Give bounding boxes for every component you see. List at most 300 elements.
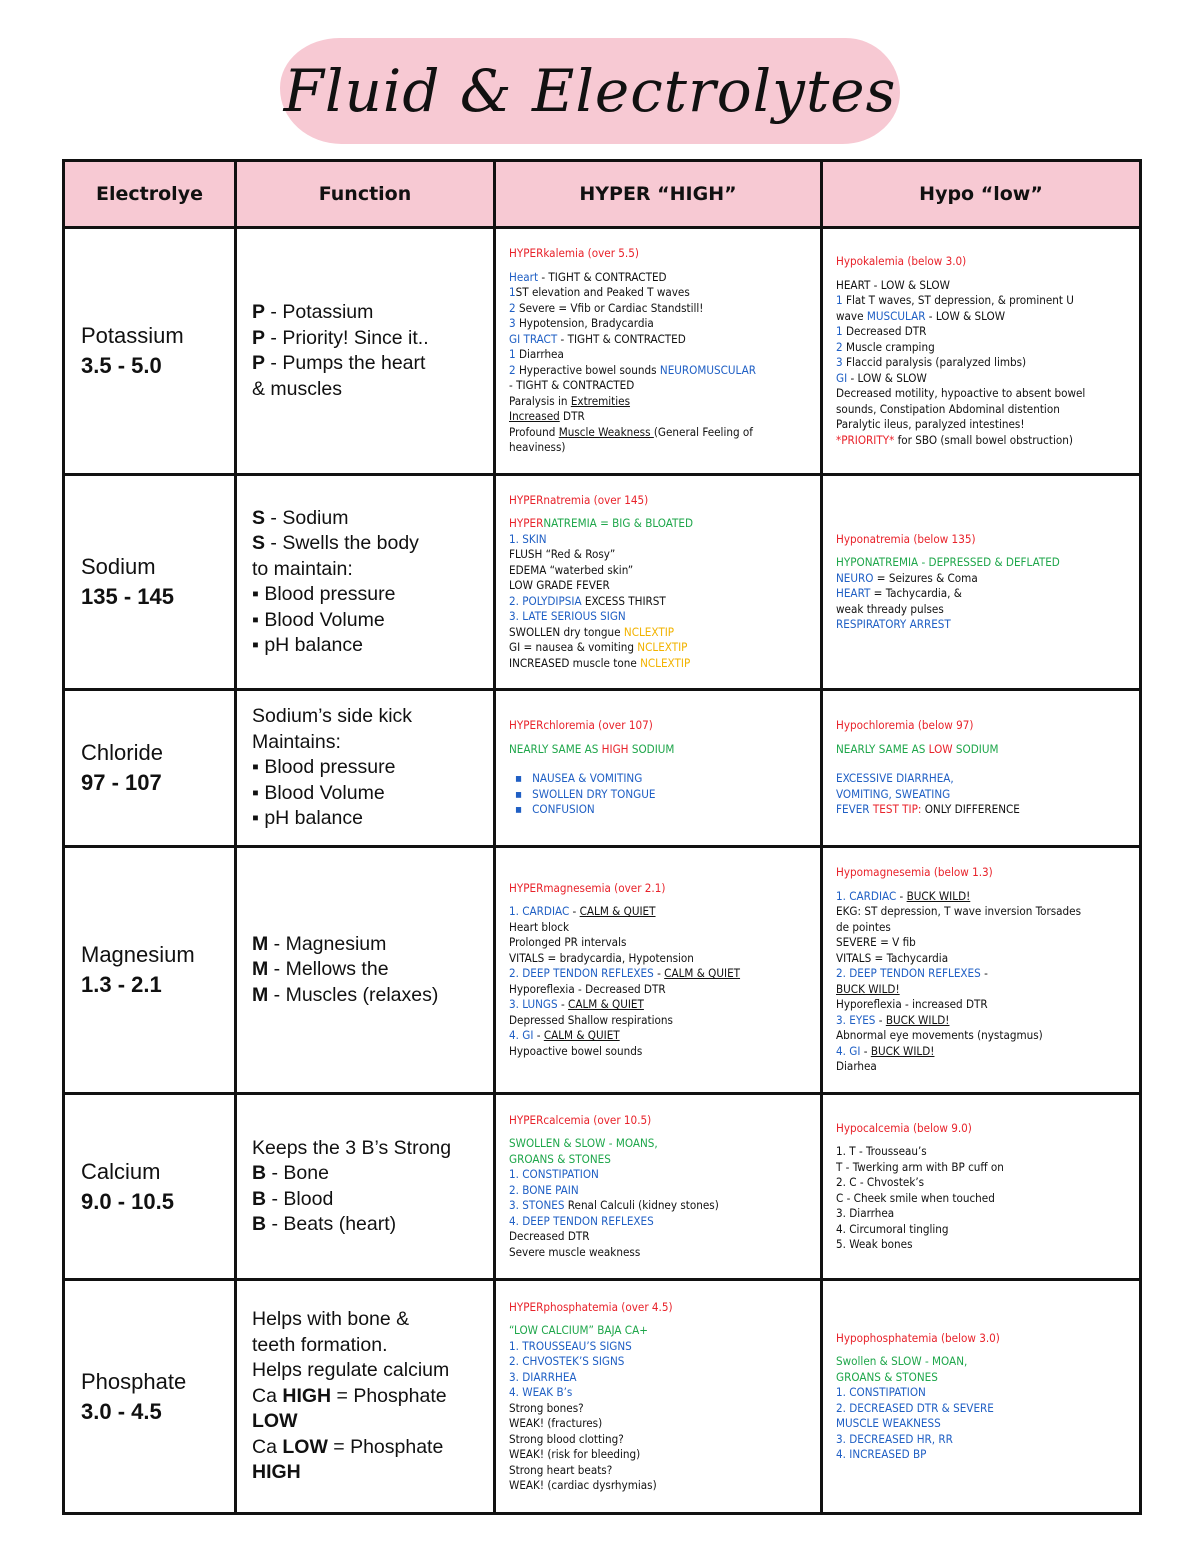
- text-segment: HYPERchloremia (over 107): [509, 718, 653, 733]
- hyper-line: [509, 640, 812, 656]
- hypo-line: [836, 1191, 1131, 1207]
- text-segment: HEART - LOW & SLOW: [836, 277, 950, 292]
- text-segment: CALM & QUIET: [568, 997, 644, 1012]
- hyper-line: [509, 1300, 812, 1316]
- hypo-line: [836, 997, 1131, 1013]
- text-segment: 4. DEEP TENDON REFLEXES: [509, 1213, 654, 1228]
- text-segment: -: [557, 997, 569, 1012]
- text-segment: TEST TIP:: [872, 802, 922, 817]
- hyper-line: [509, 1370, 812, 1386]
- text-segment: Decreased DTR: [509, 1229, 590, 1244]
- text-segment: 1: [836, 293, 843, 307]
- text-segment: HYPERkalemia (over 5.5): [509, 246, 639, 261]
- hyper-line: [509, 787, 812, 803]
- electrolyte-cell: [64, 1280, 236, 1514]
- text-segment: 3: [509, 316, 516, 331]
- text-segment: Helps regulate calcium: [252, 1359, 450, 1382]
- hypo-line: [836, 1013, 1131, 1029]
- hyper-line: [509, 1245, 812, 1261]
- hypo-line: [836, 1028, 1131, 1044]
- text-segment: ONLY DIFFERENCE: [921, 802, 1020, 817]
- text-segment: 2. DEEP TENDON REFLEXES: [509, 966, 654, 981]
- hyper-line: [509, 563, 812, 579]
- text-segment: 2. CHVOSTEK’S SIGNS: [509, 1354, 625, 1368]
- hyper-line: [509, 332, 812, 348]
- text-segment: WEAK! (fractures): [509, 1416, 603, 1430]
- text-segment: sounds, Constipation Abdominal distention: [836, 401, 1060, 416]
- text-segment: GROANS & STONES: [836, 1369, 938, 1384]
- hypo-line: [836, 718, 1131, 734]
- text-segment: - LOW & SLOW: [847, 370, 927, 385]
- text-segment: = Tachycardia, &: [870, 586, 962, 600]
- text-segment: Diarrhea: [515, 347, 564, 362]
- text-segment: Hypoactive bowel sounds: [509, 1043, 643, 1058]
- header-function: Function: [236, 161, 495, 228]
- text-segment: wave: [836, 308, 867, 323]
- hypo-line: [836, 1416, 1131, 1432]
- electrolyte-range: 3.0 - 4.5: [81, 1398, 162, 1424]
- text-segment: ▪ pH balance: [252, 807, 363, 830]
- text-segment: = Phosphate: [327, 1435, 444, 1458]
- function-cell: [236, 1280, 495, 1514]
- hypo-line: [836, 1222, 1131, 1238]
- text-segment: Strong bones?: [509, 1400, 584, 1415]
- text-segment: 2: [509, 362, 516, 377]
- text-segment: Heart block: [509, 919, 570, 934]
- text-segment: M: [252, 983, 269, 1006]
- table-row: [64, 1094, 1141, 1280]
- hypo-cell: [822, 1094, 1141, 1280]
- text-segment: -: [860, 1043, 871, 1058]
- hyper-line: [509, 378, 812, 394]
- header-electrolyte: Electrolye: [64, 161, 236, 228]
- function-line: [252, 1161, 492, 1187]
- text-segment: 1. TROUSSEAU’S SIGNS: [509, 1338, 632, 1353]
- text-segment: P: [252, 352, 266, 374]
- text-segment: HYPER: [509, 516, 544, 531]
- hyper-line: [509, 246, 812, 262]
- hyper-cell: [495, 1280, 822, 1514]
- text-segment: Decreased DTR: [842, 324, 927, 338]
- hypo-line: [836, 982, 1131, 998]
- hyper-line: [509, 1385, 812, 1401]
- hyper-line: [509, 316, 812, 332]
- text-segment: = Phosphate: [331, 1384, 447, 1407]
- hyper-line: [509, 1028, 812, 1044]
- text-segment: Paralysis in: [509, 393, 571, 408]
- text-segment: 4. INCREASED BP: [836, 1447, 927, 1461]
- text-segment: 3. LUNGS: [509, 997, 558, 1012]
- text-segment: 1: [509, 347, 516, 362]
- text-segment: 5. Weak bones: [836, 1237, 913, 1251]
- text-segment: LOW: [928, 741, 953, 756]
- hyper-line: [509, 966, 812, 982]
- text-segment: MUSCULAR: [866, 308, 926, 323]
- function-line: [252, 300, 492, 326]
- function-line: [252, 1409, 492, 1435]
- function-line: [252, 1136, 492, 1162]
- hypo-line: [836, 1354, 1131, 1370]
- text-segment: heaviness): [509, 440, 566, 455]
- function-line: [252, 1212, 492, 1238]
- text-segment: 3. Diarrhea: [836, 1206, 895, 1220]
- hyper-line: [509, 1323, 812, 1339]
- hypo-line: [836, 340, 1131, 356]
- hypo-line: [836, 1144, 1131, 1160]
- text-segment: HYPONATREMIA - DEPRESSED & DEFLATED: [836, 555, 1060, 569]
- text-segment: Profound: [509, 424, 559, 439]
- hyper-line: [509, 578, 812, 594]
- electrolyte-range: 3.5 - 5.0: [81, 353, 162, 378]
- text-segment: - Priority! Since it..: [265, 326, 429, 349]
- hypo-line: [836, 1160, 1131, 1176]
- text-segment: RESPIRATORY ARREST: [836, 617, 951, 631]
- text-segment: 4. GI: [509, 1028, 534, 1043]
- hypo-line: [836, 920, 1131, 936]
- function-line: [252, 1333, 492, 1359]
- text-segment: CALM & QUIET: [543, 1028, 620, 1043]
- hyper-line: [509, 594, 812, 610]
- text-segment: VOMITING, SWEATING: [836, 786, 951, 801]
- text-segment: Keeps the 3 B’s Strong: [252, 1136, 452, 1159]
- text-segment: FEVER: [836, 802, 873, 817]
- hypo-line: [836, 324, 1131, 340]
- hypo-line: [836, 532, 1131, 548]
- text-segment: ▪ Blood pressure: [252, 583, 396, 605]
- text-segment: - Mellows the: [268, 958, 389, 981]
- function-line: [252, 531, 492, 557]
- electrolyte-range: 135 - 145: [81, 584, 174, 609]
- hyper-line: [509, 1214, 812, 1230]
- hypo-cell: [822, 228, 1141, 475]
- text-segment: SWOLLEN & SLOW - MOANS,: [509, 1136, 658, 1151]
- table-row: [64, 690, 1141, 847]
- hyper-line: [509, 409, 812, 425]
- function-line: [252, 351, 492, 377]
- hyper-cell: [495, 690, 822, 847]
- hypo-line: [836, 433, 1131, 449]
- hyper-line: [509, 1478, 812, 1494]
- text-segment: C - Cheek smile when touched: [836, 1190, 995, 1205]
- text-segment: NEARLY SAME AS: [509, 741, 602, 756]
- text-segment: P: [252, 301, 266, 323]
- text-segment: Severe = Vfib or Cardiac Standstill!: [515, 300, 704, 315]
- text-segment: 1: [509, 285, 516, 300]
- electrolyte-cell: [64, 475, 236, 690]
- hyper-line: [509, 394, 812, 410]
- hyper-line: [509, 1013, 812, 1029]
- text-segment: - Sodium: [265, 506, 349, 529]
- hypo-line: [836, 555, 1131, 571]
- text-segment: 4. Circumoral tingling: [836, 1221, 949, 1236]
- text-segment: -: [875, 1012, 886, 1027]
- function-line: [252, 633, 492, 659]
- hypo-line: [836, 355, 1131, 371]
- hyper-line: [509, 440, 812, 456]
- text-segment: CALM & QUIET: [664, 966, 741, 981]
- text-segment: - TIGHT & CONTRACTED: [509, 378, 635, 393]
- hyper-line: [509, 1229, 812, 1245]
- text-segment: HEART: [836, 586, 871, 600]
- text-segment: 2: [836, 339, 843, 354]
- hypo-line: [836, 951, 1131, 967]
- hypo-line: [836, 1370, 1131, 1386]
- text-segment: 2: [509, 300, 516, 315]
- electrolyte-range: 1.3 - 2.1: [81, 972, 162, 997]
- hyper-line: [509, 270, 812, 286]
- hypo-line: [836, 371, 1131, 387]
- hyper-line: [509, 1152, 812, 1168]
- text-segment: NATREMIA = BIG & BLOATED: [543, 516, 694, 531]
- hypo-line: [836, 742, 1131, 758]
- hypo-cell: [822, 475, 1141, 690]
- text-segment: HYPERcalcemia (over 10.5): [509, 1112, 652, 1127]
- function-line: [252, 377, 492, 403]
- hyper-line: [509, 347, 812, 363]
- function-line: [252, 932, 492, 958]
- text-segment: WEAK! (risk for bleeding): [509, 1447, 641, 1461]
- text-segment: HYPERmagnesemia (over 2.1): [509, 880, 666, 895]
- function-line: [252, 582, 492, 608]
- text-segment: NEARLY SAME AS: [836, 741, 929, 756]
- text-segment: Heart: [509, 269, 539, 284]
- text-segment: for SBO (small bowel obstruction): [894, 432, 1073, 447]
- text-segment: 3. EYES: [836, 1012, 876, 1027]
- text-segment: 1: [836, 324, 843, 338]
- text-segment: Depressed Shallow respirations: [509, 1012, 673, 1027]
- text-segment: M: [252, 958, 269, 981]
- text-segment: -: [569, 904, 580, 919]
- function-line: [252, 1358, 492, 1384]
- text-segment: ST elevation and Peaked T waves: [515, 285, 690, 300]
- text-segment: weak thready pulses: [836, 601, 944, 616]
- hypo-line: [836, 787, 1131, 803]
- text-segment: NEUROMUSCULAR: [659, 362, 757, 377]
- hyper-line: [509, 1354, 812, 1370]
- hypo-line: [836, 1401, 1131, 1417]
- hypo-line: [836, 865, 1131, 881]
- hypo-line: [836, 1237, 1131, 1253]
- text-segment: ▪ Blood Volume: [252, 608, 385, 631]
- function-line: [252, 957, 492, 983]
- function-line: [252, 704, 492, 730]
- text-segment: Decreased motility, hypoactive to absent bowel: [836, 386, 1086, 400]
- text-segment: P: [252, 326, 266, 349]
- text-segment: MUSCLE WEAKNESS: [836, 1416, 941, 1430]
- function-line: [252, 1307, 492, 1333]
- hyper-line: [509, 1044, 812, 1060]
- hyper-line: [509, 425, 812, 441]
- hypo-line: [836, 1044, 1131, 1060]
- hyper-line: [509, 771, 812, 787]
- text-segment: VITALS = Tachycardia: [836, 950, 949, 965]
- hyper-line: [509, 609, 812, 625]
- text-segment: Hypophosphatemia (below 3.0): [836, 1330, 1000, 1345]
- hyper-cell: [495, 475, 822, 690]
- text-segment: 1. SKIN: [509, 531, 547, 546]
- text-segment: 1. CONSTIPATION: [836, 1385, 926, 1399]
- text-segment: teeth formation.: [252, 1333, 388, 1356]
- text-segment: 2. C - Chvostek’s: [836, 1175, 925, 1189]
- hyper-line: [509, 1463, 812, 1479]
- text-segment: GI TRACT: [509, 331, 558, 346]
- table-row: [64, 1280, 1141, 1514]
- text-segment: EKG: ST depression, T wave inversion Torsades: [836, 904, 1082, 919]
- hyper-line: [509, 802, 812, 818]
- text-segment: - Pumps the heart: [265, 352, 426, 374]
- hyper-line: [509, 1136, 812, 1152]
- text-segment: Hypochloremia (below 97): [836, 718, 974, 733]
- hypo-line: [836, 1447, 1131, 1463]
- electrolyte-range: 9.0 - 10.5: [81, 1188, 174, 1214]
- header-row: [64, 161, 1141, 228]
- function-line: [252, 1187, 492, 1213]
- text-segment: Strong blood clotting?: [509, 1431, 624, 1446]
- text-segment: de pointes: [836, 919, 891, 934]
- text-segment: T - Twerking arm with BP cuff on: [836, 1159, 1004, 1174]
- title-banner: [280, 38, 900, 144]
- text-segment: 1. CARDIAC: [509, 904, 570, 919]
- function-cell: [236, 475, 495, 690]
- text-segment: Swollen & SLOW - MOAN,: [836, 1354, 968, 1368]
- text-segment: LOW: [282, 1435, 328, 1458]
- text-segment: NCLEXTIP: [637, 640, 688, 655]
- hyper-line: [509, 1167, 812, 1183]
- text-segment: - Muscles (relaxes): [268, 983, 439, 1006]
- text-segment: Hypokalemia (below 3.0): [836, 254, 967, 268]
- text-segment: - Beats (heart): [266, 1213, 397, 1235]
- text-segment: Helps with bone &: [252, 1308, 410, 1331]
- electrolyte-cell: [64, 690, 236, 847]
- text-segment: WEAK! (cardiac dysrhymias): [509, 1478, 657, 1492]
- text-segment: Renal Calculi (kidney stones): [564, 1198, 719, 1213]
- electrolyte-name: Potassium: [81, 323, 184, 348]
- text-segment: DTR: [559, 409, 585, 424]
- function-line: [252, 1460, 492, 1486]
- text-segment: GROANS & STONES: [509, 1151, 611, 1166]
- page-title: Fluid & Electrolytes: [283, 57, 897, 125]
- electrolyte-name: Magnesium: [81, 942, 195, 967]
- text-segment: to maintain:: [252, 557, 353, 580]
- text-segment: SODIUM: [952, 741, 999, 756]
- text-segment: SEVERE = V fib: [836, 935, 916, 950]
- hypo-line: [836, 1121, 1131, 1137]
- header-hypo: Hypo “low”: [822, 161, 1141, 228]
- text-segment: Paralytic ileus, paralyzed intestines!: [836, 417, 1025, 431]
- text-segment: CONFUSION: [532, 802, 595, 817]
- hyper-line: [509, 1113, 812, 1129]
- text-segment: 2. DECREASED DTR & SEVERE: [836, 1400, 994, 1415]
- hypo-line: [836, 1331, 1131, 1347]
- hyper-line: [509, 742, 812, 758]
- text-segment: Muscle cramping: [842, 339, 935, 354]
- text-segment: ▪ Blood pressure: [252, 756, 396, 779]
- hypo-line: [836, 1175, 1131, 1191]
- hyper-line: [509, 363, 812, 379]
- text-segment: ▪ Blood Volume: [252, 781, 385, 804]
- hypo-cell: [822, 847, 1141, 1094]
- text-segment: FLUSH “Red & Rosy”: [509, 547, 616, 562]
- text-segment: Hyperactive bowel sounds: [515, 362, 660, 377]
- electrolyte-name: Calcium: [81, 1158, 161, 1184]
- text-segment: Prolonged PR intervals: [509, 935, 627, 950]
- text-segment: Muscle Weakness: [558, 424, 654, 439]
- text-segment: Strong heart beats?: [509, 1462, 613, 1477]
- electrolyte-name: Phosphate: [81, 1368, 187, 1394]
- text-segment: - Blood: [266, 1187, 334, 1210]
- hypo-line: [836, 417, 1131, 433]
- text-segment: -: [533, 1028, 544, 1043]
- function-line: [252, 506, 492, 532]
- text-segment: LOW GRADE FEVER: [509, 578, 610, 593]
- text-segment: GI: [836, 370, 848, 385]
- hypo-line: [836, 1432, 1131, 1448]
- text-segment: BUCK WILD!: [836, 981, 900, 996]
- text-segment: 4. WEAK B’s: [509, 1385, 573, 1399]
- text-segment: Flaccid paralysis (paralyzed limbs): [842, 355, 1027, 369]
- text-segment: BUCK WILD!: [870, 1043, 935, 1058]
- hyper-line: [509, 656, 812, 672]
- hyper-line: [509, 982, 812, 998]
- electrolyte-cell: [64, 847, 236, 1094]
- text-segment: B: [252, 1162, 267, 1184]
- text-segment: ▪ pH balance: [252, 634, 363, 656]
- text-segment: Extremities: [570, 393, 631, 408]
- hyper-line: [509, 718, 812, 734]
- text-segment: Hypomagnesemia (below 1.3): [836, 865, 993, 880]
- hypo-line: [836, 617, 1131, 633]
- hypo-line: [836, 293, 1131, 309]
- text-segment: Severe muscle weakness: [509, 1244, 641, 1259]
- hyper-line: [509, 881, 812, 897]
- function-line: [252, 326, 492, 352]
- hyper-line: [509, 951, 812, 967]
- hypo-line: [836, 586, 1131, 602]
- electrolyte-name: Chloride: [81, 740, 163, 765]
- text-segment: - Swells the body: [265, 532, 419, 554]
- hyper-line: [509, 1447, 812, 1463]
- text-segment: SWOLLEN dry tongue: [509, 624, 624, 639]
- hyper-line: [509, 920, 812, 936]
- text-segment: - TIGHT & CONTRACTED: [538, 269, 667, 284]
- text-segment: Abnormal eye movements (nystagmus): [836, 1028, 1043, 1043]
- text-segment: - Bone: [266, 1162, 329, 1184]
- text-segment: 3. STONES: [509, 1198, 565, 1213]
- function-line: [252, 806, 492, 832]
- text-segment: 1. CONSTIPATION: [509, 1167, 599, 1182]
- function-cell: [236, 690, 495, 847]
- function-line: [252, 1435, 492, 1461]
- text-segment: EXCESSIVE DIARRHEA,: [836, 771, 954, 786]
- text-segment: SODIUM: [628, 741, 675, 756]
- hyper-cell: [495, 228, 822, 475]
- function-line: [252, 781, 492, 807]
- text-segment: 1. CARDIAC: [836, 888, 897, 903]
- hypo-line: [836, 935, 1131, 951]
- hypo-line: [836, 386, 1131, 402]
- hyper-line: [509, 997, 812, 1013]
- text-segment: Hyponatremia (below 135): [836, 531, 976, 546]
- text-segment: = Seizures & Coma: [873, 570, 978, 585]
- text-segment: Flat T waves, ST depression, & prominent U: [842, 293, 1074, 307]
- text-segment: EXCESS THIRST: [581, 593, 666, 608]
- text-segment: Ca: [252, 1435, 283, 1458]
- function-line: [252, 1384, 492, 1410]
- text-segment: LOW: [252, 1410, 298, 1433]
- text-segment: 2. POLYDIPSIA: [509, 593, 582, 608]
- hyper-line: [509, 1339, 812, 1355]
- function-cell: [236, 847, 495, 1094]
